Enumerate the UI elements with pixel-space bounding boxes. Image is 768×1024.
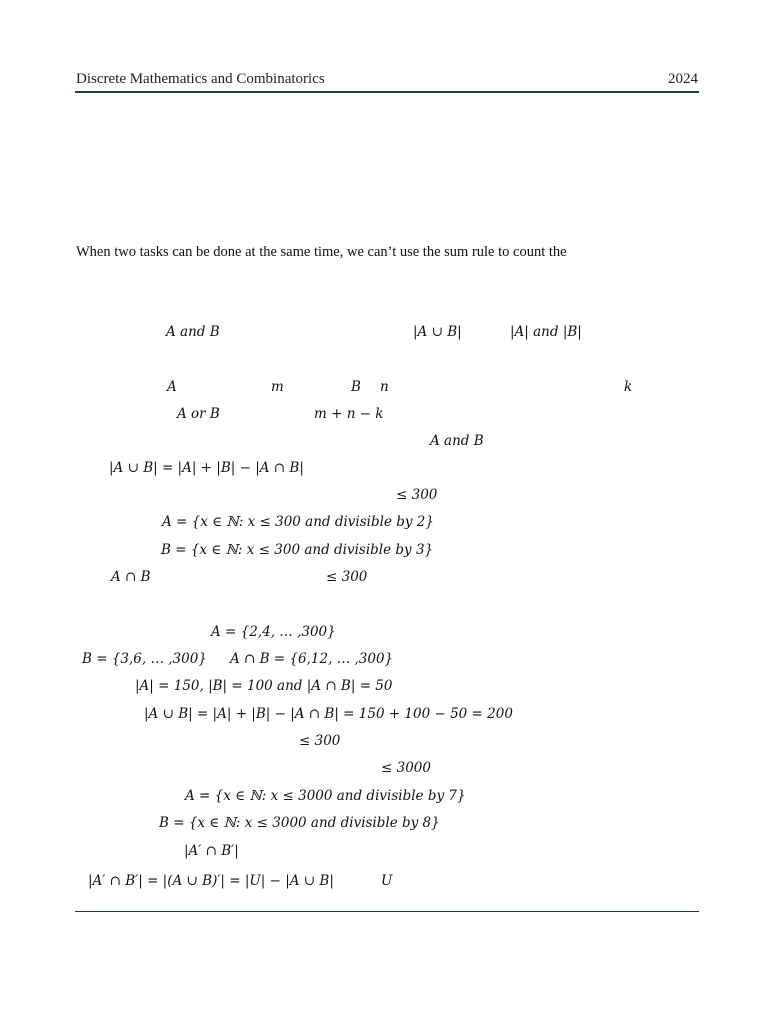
math-union-result: |A ∪ B| = |A| + |B| − |A ∩ B| = 150 + 100 − 50 = 200 xyxy=(144,706,513,722)
math-set-a-def: A = {x ∈ ℕ: x ≤ 300 and divisible by 2} xyxy=(162,514,434,530)
math-leq-300-b: ≤ 300 xyxy=(326,569,368,585)
math-k: k xyxy=(624,379,633,395)
intro-paragraph: When two tasks can be done at the same time, we can’t use the sum rule to count the xyxy=(76,244,567,260)
math-leq-300-a: ≤ 300 xyxy=(396,487,438,503)
math-inclusion-exclusion: |A ∪ B| = |A| + |B| − |A ∩ B| xyxy=(109,460,304,476)
math-union-cardinality: |A ∪ B| xyxy=(413,324,462,340)
math-de-morgan: |A′ ∩ B′| = |(A ∪ B)′| = |U| − |A ∪ B| xyxy=(88,873,334,889)
math-set-b-def: B = {x ∈ ℕ: x ≤ 300 and divisible by 3} xyxy=(161,542,434,558)
math-complement-intersection: |A′ ∩ B′| xyxy=(184,843,239,859)
math-cardinality-values: |A| = 150, |B| = 100 and |A ∩ B| = 50 xyxy=(135,678,393,694)
math-intersection: A ∩ B xyxy=(111,569,151,585)
math-set-b: B xyxy=(351,379,361,395)
math-n: n xyxy=(380,379,389,395)
math-universe: U xyxy=(381,873,393,889)
footer-rule xyxy=(75,911,699,912)
math-leq-300-c: ≤ 300 xyxy=(299,733,341,749)
math-set-a-7-def: A = {x ∈ ℕ: x ≤ 3000 and divisible by 7} xyxy=(185,788,466,804)
math-set-a: A xyxy=(167,379,177,395)
math-a-and-b-2: A and B xyxy=(430,433,484,449)
header-rule xyxy=(75,91,699,93)
math-set-b-8-def: B = {x ∈ ℕ: x ≤ 3000 and divisible by 8} xyxy=(159,815,440,831)
math-intersection-list: A ∩ B = {6,12, … ,300} xyxy=(230,651,394,667)
math-a-list: A = {2,4, … ,300} xyxy=(211,624,336,640)
header-title: Discrete Mathematics and Combinatorics xyxy=(76,71,325,87)
math-cardinalities: |A| and |B| xyxy=(510,324,582,340)
math-leq-3000: ≤ 3000 xyxy=(381,760,431,776)
math-m: m xyxy=(271,379,284,395)
math-b-list: B = {3,6, … ,300} xyxy=(82,651,207,667)
header-year: 2024 xyxy=(668,71,698,87)
math-a-or-b: A or B xyxy=(177,406,220,422)
math-m-plus-n-minus-k: m + n − k xyxy=(314,406,384,422)
math-a-and-b: A and B xyxy=(166,324,220,340)
